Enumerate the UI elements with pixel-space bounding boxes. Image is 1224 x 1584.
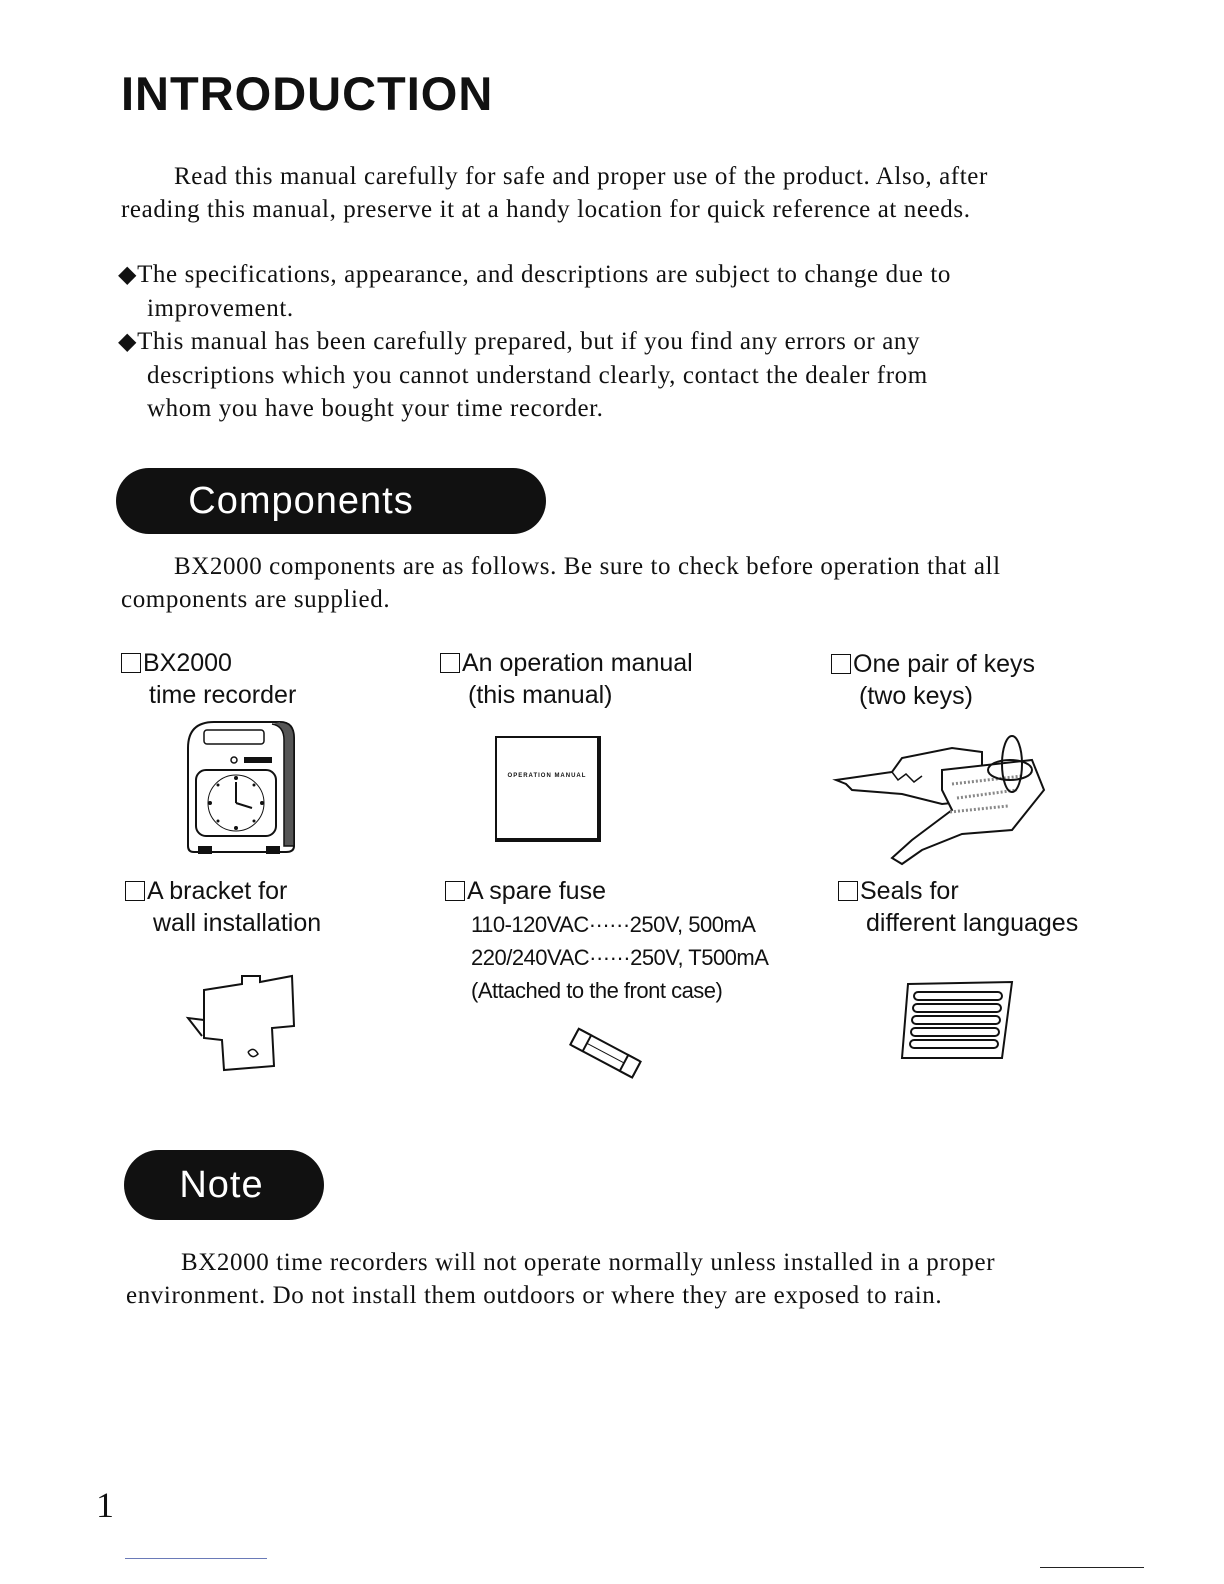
fuse-illustration <box>560 1026 650 1082</box>
bullet-2-line-1: This manual has been carefully prepared, but if you find any errors or any <box>137 328 921 355</box>
checkbox-icon <box>445 881 465 901</box>
components-intro <box>121 550 1121 616</box>
bullet-item <box>118 258 1118 325</box>
checkbox-icon <box>831 654 851 674</box>
note-paragraph <box>126 1246 1126 1312</box>
footer-rule-left <box>125 1558 267 1559</box>
intro-line-2: reading this manual, preserve it at a handy location for quick reference at needs. <box>121 196 971 223</box>
component-3-line-1: One pair of keys <box>853 650 1036 678</box>
note-heading <box>124 1150 324 1220</box>
bracket-illustration <box>182 966 302 1076</box>
component-6-line-1: Seals for <box>860 877 959 905</box>
checkbox-icon <box>838 881 858 901</box>
component-3-line-2: (two keys) <box>859 682 973 710</box>
component-operation-manual <box>440 647 693 711</box>
fuse-spec-3: (Attached to the front case) <box>471 978 723 1003</box>
component-4-line-1: A bracket for <box>147 877 288 905</box>
bullet-1-line-1: The specifications, appearance, and descriptions are subject to change due to <box>137 261 951 288</box>
note-line-1: BX2000 time recorders will not operate normally unless installed in a proper <box>181 1249 996 1276</box>
bullet-list <box>118 258 1118 425</box>
bullet-2-line-3: whom you have bought your time recorder. <box>147 395 604 422</box>
diamond-bullet-icon: ◆ <box>118 329 138 355</box>
checkbox-icon <box>125 881 145 901</box>
components-heading-label: Components <box>188 479 414 522</box>
diamond-bullet-icon: ◆ <box>118 262 138 288</box>
component-bracket <box>125 875 321 939</box>
keys-illustration <box>832 730 1052 870</box>
note-heading-label: Note <box>179 1163 264 1206</box>
time-recorder-illustration <box>180 718 300 858</box>
fuse-spec-2: 220/240VAC······250V, T500mA <box>471 945 769 970</box>
component-1-line-1: BX2000 <box>143 649 232 677</box>
component-spare-fuse <box>445 875 606 907</box>
page-title: INTRODUCTION <box>121 67 494 120</box>
footer-rule-right <box>1040 1567 1144 1568</box>
fuse-specs <box>471 908 768 1007</box>
intro-line-1: Read this manual carefully for safe and proper use of the product. Also, after <box>174 163 988 190</box>
components-intro-line-2: components are supplied. <box>121 586 391 613</box>
intro-paragraph <box>121 160 1121 226</box>
component-keys <box>831 648 1035 712</box>
component-4-line-2: wall installation <box>153 909 322 937</box>
bullet-2-line-2: descriptions which you cannot understand clearly, contact the dealer from <box>147 362 928 389</box>
page-number: 1 <box>96 1485 114 1525</box>
manual-illustration <box>495 736 601 842</box>
component-2-line-1: An operation manual <box>462 649 693 677</box>
checkbox-icon <box>121 653 141 673</box>
components-heading <box>116 468 546 534</box>
manual-cover-text: OPERATION MANUAL <box>507 773 587 779</box>
component-2-line-2: (this manual) <box>468 681 613 709</box>
fuse-spec-1: 110-120VAC······250V, 500mA <box>471 912 756 937</box>
checkbox-icon <box>440 653 460 673</box>
component-seals <box>838 875 1078 939</box>
note-line-2: environment. Do not install them outdoors or where they are exposed to rain. <box>126 1282 943 1309</box>
bullet-item <box>118 325 1118 425</box>
component-1-line-2: time recorder <box>149 681 297 709</box>
bullet-1-line-2: improvement. <box>147 295 294 322</box>
component-5-line-1: A spare fuse <box>467 877 606 905</box>
component-time-recorder <box>121 647 296 711</box>
components-intro-line-1: BX2000 components are as follows. Be sure to check before operation that all <box>174 553 1001 580</box>
component-6-line-2: different languages <box>866 909 1079 937</box>
seals-illustration <box>898 978 1016 1062</box>
